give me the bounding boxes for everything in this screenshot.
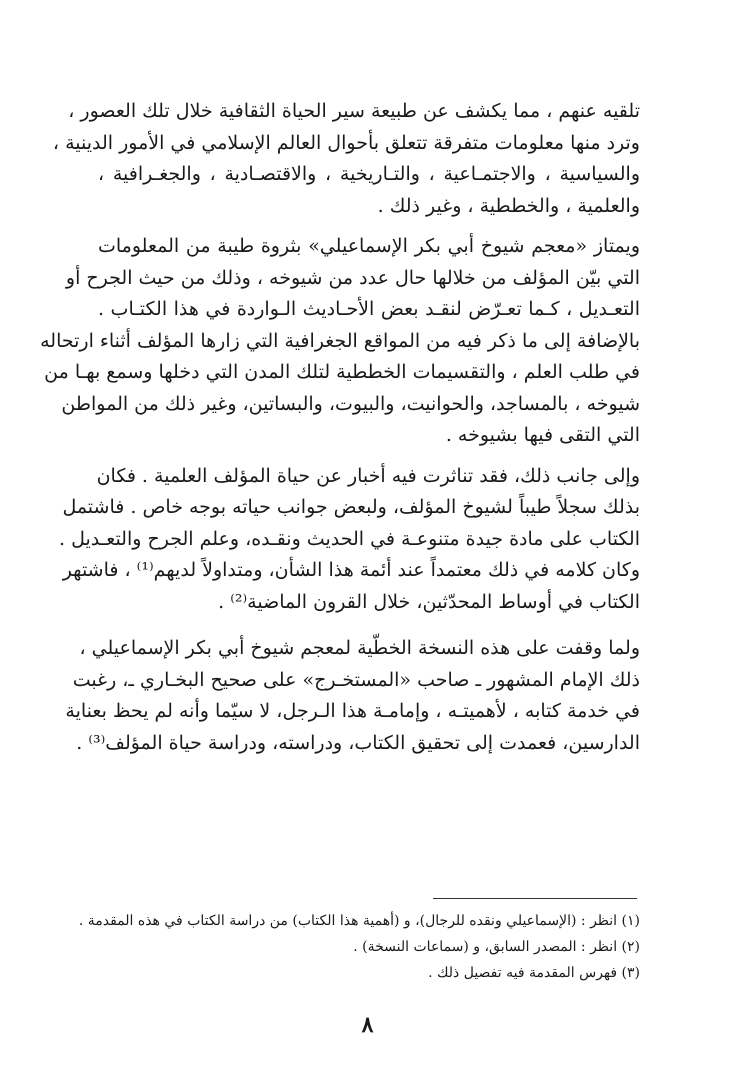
text-line: ذلك الإمام المشهور ـ صاحب «المستخـرج» على صحيح البخـاري ـ، رغبت [72, 668, 640, 691]
main-text [40, 96, 640, 759]
text-line: الكتاب على مادة جيدة متنوعـة في الحديث ونقـده، وعلم الجرح والتعـديل . [58, 527, 640, 550]
text-line: بذلك سجلاً طيباً لشيوخ المؤلف، ولبعض جوانب حياته بوجه خاص . فاشتمل [62, 496, 640, 518]
text-line: بالإضافة إلى ما ذكر فيه من المواقع الجغرافية التي زارها المؤلف أثناء ارتحاله [40, 329, 640, 352]
paragraph-2 [40, 231, 640, 452]
text-line: وكان كلامه في ذلك معتمداً عند أئمة هذا الشأن، ومتداولاً لديهم⁽¹⁾ ، فاشتهر [62, 559, 640, 581]
paragraph-4 [65, 633, 640, 759]
text-line: التعـديل ، كـما تعـرّض لنقـد بعض الأحـاديث الـواردة في هذا الكتـاب . [98, 298, 640, 320]
footnote-divider [433, 898, 637, 899]
footnotes [78, 908, 640, 986]
page-number: ٨ [361, 1012, 374, 1038]
text-line: الكتاب في أوساط المحدّثين، خلال القرون الماضية⁽²⁾ . [218, 590, 640, 613]
paragraph-1 [52, 96, 640, 222]
footnote-3: (٣) فهرس المقدمة فيه تفصيل ذلك . [428, 965, 640, 981]
text-line: تلقيه عنهم ، مما يكشف عن طبيعة سير الحياة الثقافية خلال تلك العصور ، [68, 100, 640, 122]
text-line: الدارسين، فعمدت إلى تحقيق الكتاب، ودراسته، ودراسة حياة المؤلف⁽³⁾ . [76, 731, 640, 754]
text-line: والسياسية ، والاجتمـاعية ، والتـاريخية ، والاقتصـادية ، والجغـرافية ، [98, 163, 640, 185]
footnote-1: (١) انظر : (الإسماعيلي ونقده للرجال)، و (أهمية هذا الكتاب) من دراسة الكتاب في هذه المقدمة . [78, 913, 640, 929]
paragraph-3 [58, 461, 640, 619]
text-line: التي التقى فيها بشيوخه . [445, 424, 640, 446]
text-line: في خدمة كتابه ، لأهميتـه ، وإمامـة هذا الـرجل، لا سيّما وأنه لم يحظ بعناية [65, 700, 640, 722]
text-line: في طلب العلم ، والتقسيمات الخططية لتلك المدن التي دخلها وسمع بهـا من [44, 361, 640, 383]
text-line: وترد منها معلومات متفرقة تتعلق بأحوال العالم الإسلامي في الأمور الدينية ، [52, 131, 640, 154]
text-line: ولما وقفت على هذه النسخة الخطّية لمعجم شيوخ أبي بكر الإسماعيلي ، [79, 637, 640, 659]
footnote-2: (٢) انظر : المصدر السابق، و (سماعات النسخة) . [353, 939, 640, 955]
text-line: شيوخه ، بالمساجد، والحوانيت، والبيوت، والبساتين، وغير ذلك من المواطن [61, 392, 640, 415]
text-line: التي بيّن المؤلف من خلالها حال عدد من شيوخه ، وذلك من حيث الجرح أو [65, 266, 640, 289]
text-line: وإلى جانب ذلك، فقد تناثرت فيه أخبار عن حياة المؤلف العلمية . فكان [96, 464, 640, 487]
text-line: والعلمية ، والخططية ، وغير ذلك . [377, 194, 640, 217]
text-line: ويمتاز «معجم شيوخ أبي بكر الإسماعيلي» بثروة طيبة من المعلومات [98, 235, 640, 257]
